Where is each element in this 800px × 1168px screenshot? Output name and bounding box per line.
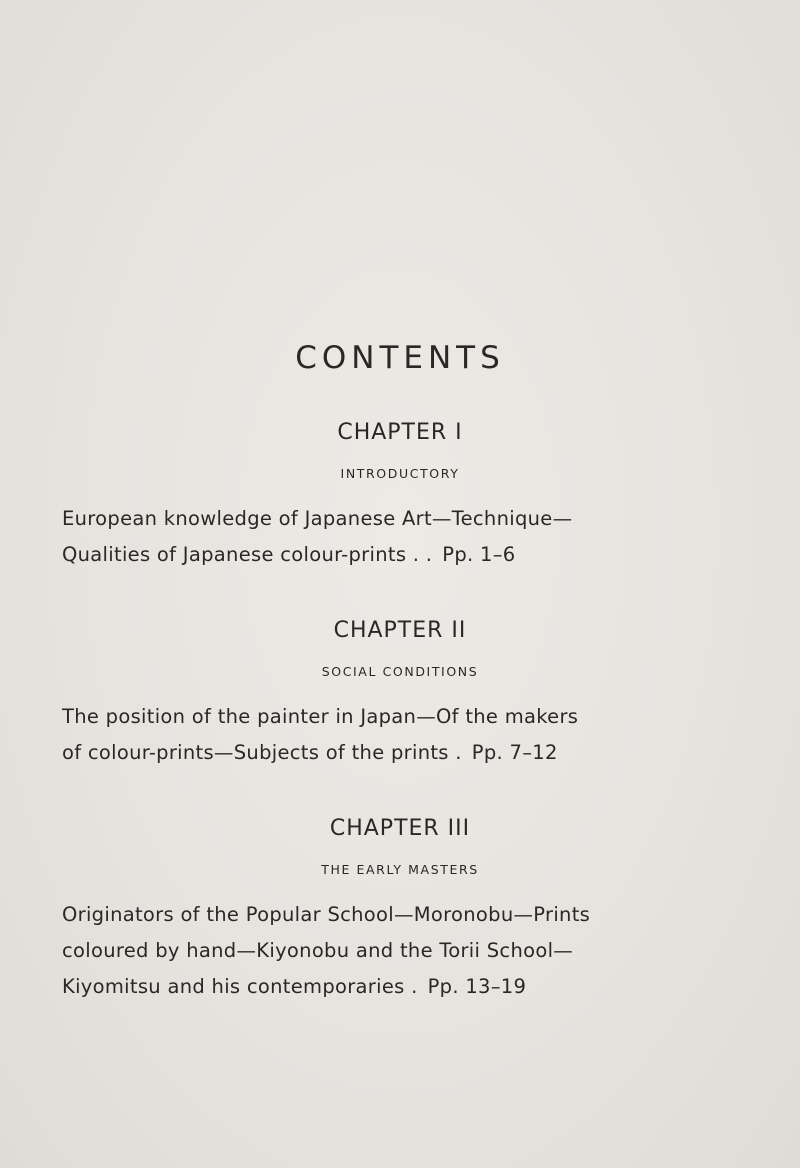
summary-line-text: Kiyomitsu and his contemporaries .: [62, 975, 418, 998]
chapter-entry-2: [0, 618, 800, 771]
chapter-subtitle: INTRODUCTORY: [340, 466, 460, 481]
summary-line: coloured by hand—Kiyonobu and the Torii School—: [62, 939, 574, 962]
summary-line-text: of colour-prints—Subjects of the prints .: [62, 741, 462, 764]
chapter-entry-1: [0, 420, 800, 573]
page-range: Pp. 13–19: [427, 975, 527, 998]
chapter-summary: [62, 897, 742, 1005]
summary-line-last: [62, 735, 742, 771]
page-range: Pp. 7–12: [471, 741, 558, 764]
summary-line-text: Qualities of Japanese colour-prints . .: [62, 543, 433, 566]
chapter-summary: [62, 501, 742, 573]
chapter-subtitle: THE EARLY MASTERS: [321, 862, 479, 877]
summary-line: The position of the painter in Japan—Of the makers: [62, 705, 579, 728]
chapter-summary: [62, 699, 742, 771]
summary-line-last: [62, 969, 742, 1005]
chapter-heading: CHAPTER II: [333, 618, 467, 643]
summary-line-last: [62, 537, 742, 573]
summary-line: European knowledge of Japanese Art—Technique—: [62, 507, 573, 530]
chapter-heading: CHAPTER III: [329, 816, 471, 841]
chapter-subtitle: SOCIAL CONDITIONS: [321, 664, 479, 679]
page-range: Pp. 1–6: [442, 543, 516, 566]
chapter-heading: CHAPTER I: [337, 420, 463, 445]
page-title: CONTENTS: [295, 340, 505, 376]
chapter-entry-3: [0, 816, 800, 1005]
summary-line: Originators of the Popular School—Moronobu—Prints: [62, 903, 591, 926]
